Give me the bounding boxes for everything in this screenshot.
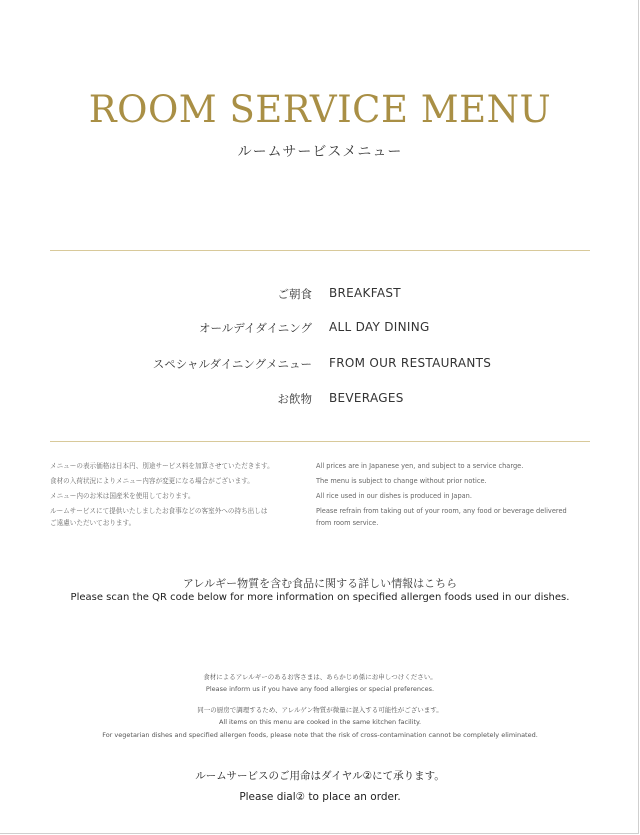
menu-item-breakfast[interactable] xyxy=(0,286,640,304)
notes-english xyxy=(316,459,586,528)
allergy-heading-en: Please scan the QR code below for more information on specified allergen foods used in our dishes. xyxy=(70,592,570,603)
note-line: from room service. xyxy=(316,519,379,527)
menu-item-all-day-dining[interactable] xyxy=(0,320,640,338)
allergy-note: 同一の厨房で調理するため、アレルゲン物質が微量に混入する可能性がございます。 xyxy=(197,706,443,714)
dial-instruction-jp: ルームサービスのご用命はダイヤル②にて承ります。 xyxy=(195,770,445,782)
page-subtitle: ルームサービスメニュー xyxy=(237,144,403,160)
divider-top xyxy=(50,250,590,251)
menu-item-restaurants[interactable] xyxy=(0,356,640,374)
note-line: ルームサービスにて提供いたしましたお食事などの客室外への持ち出しは xyxy=(50,507,268,515)
allergy-note: Please inform us if you have any food allergies or special preferences. xyxy=(205,685,435,693)
note-line: All rice used in our dishes is produced in Japan. xyxy=(316,492,472,500)
allergy-note: All items on this menu are cooked in the same kitchen facility. xyxy=(218,718,422,726)
menu-item-label-jp: お飲物 xyxy=(277,392,312,406)
note-line: メニュー内のお米は国産米を使用しております。 xyxy=(50,492,195,500)
notes-japanese xyxy=(50,459,300,528)
menu-item-link[interactable]: BEVERAGES xyxy=(329,391,404,405)
note-line: ご遠慮いただいております。 xyxy=(50,519,136,527)
allergy-note: For vegetarian dishes and specified allergen foods, please note that the risk of cross-contamination cannot be completely eliminated. xyxy=(102,731,538,739)
page-title: ROOM SERVICE MENU xyxy=(88,88,552,131)
menu-item-label-jp: オールデイダイニング xyxy=(198,321,312,335)
note-line: All prices are in Japanese yen, and subject to a service charge. xyxy=(316,462,524,470)
menu-item-label-jp: スペシャルダイニングメニュー xyxy=(152,357,312,371)
divider-middle xyxy=(50,441,590,442)
allergy-note: 食材によるアレルギーのあるお客さまは、あらかじめ係にお申しつけください。 xyxy=(203,673,437,681)
note-line: 食材の入荷状況によりメニュー内容が変更になる場合がございます。 xyxy=(50,477,254,485)
menu-item-link[interactable]: FROM OUR RESTAURANTS xyxy=(329,356,492,370)
menu-item-link[interactable]: ALL DAY DINING xyxy=(329,320,430,334)
note-line: The menu is subject to change without prior notice. xyxy=(316,477,487,485)
allergy-heading-jp: アレルギー物質を含む食品に関する詳しい情報はこちら xyxy=(182,577,458,590)
dial-instruction-en: Please dial② to place an order. xyxy=(239,791,401,803)
note-line: メニューの表示価格は日本円、別途サービス料を加算させていただきます。 xyxy=(50,462,274,470)
menu-item-label-jp: ご朝食 xyxy=(277,287,312,301)
menu-item-beverages[interactable] xyxy=(0,391,640,409)
note-line: Please refrain from taking out of your room, any food or beverage delivered xyxy=(316,507,567,515)
menu-item-link[interactable]: BREAKFAST xyxy=(329,286,401,300)
